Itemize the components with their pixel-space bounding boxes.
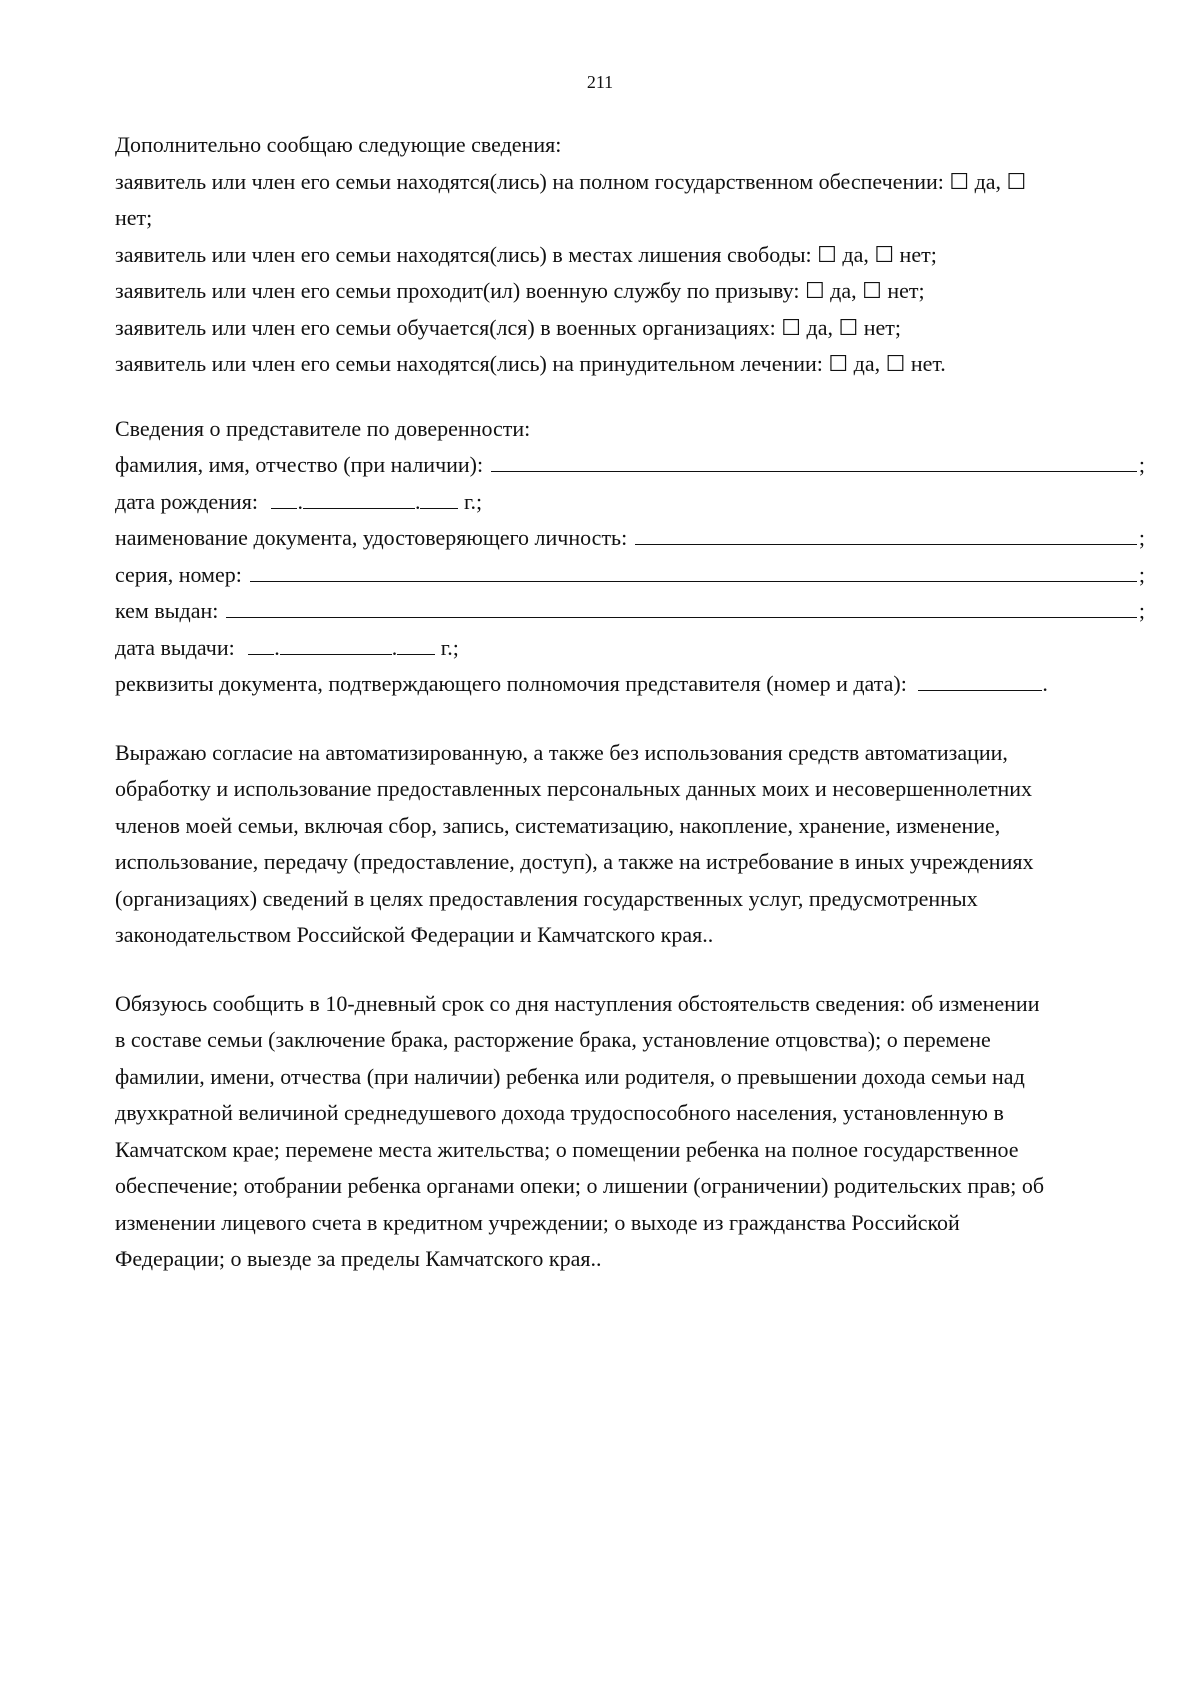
authority-document-field[interactable] bbox=[918, 668, 1042, 691]
consent-line: использование, передачу (предоставление, доступ), а также на истребование в иных учреждениях bbox=[115, 849, 1034, 874]
issue-date-suffix: г.; bbox=[440, 634, 459, 660]
identity-document-field[interactable] bbox=[635, 522, 1137, 545]
additional-info-line: нет; bbox=[115, 205, 153, 230]
section-spacer bbox=[115, 954, 1145, 986]
additional-info-line: заявитель или член его семьи находятся(лись) в местах лишения свободы: ☐ да, ☐ нет; bbox=[115, 241, 937, 267]
obligation-line: Федерации; о выезде за пределы Камчатского края.. bbox=[115, 1246, 602, 1271]
authority-document-row bbox=[115, 666, 1145, 703]
additional-info-heading: Дополнительно сообщаю следующие сведения: bbox=[115, 132, 562, 157]
additional-info-line: заявитель или член его семьи проходит(ил) военную службу по призыву: ☐ да, ☐ нет; bbox=[115, 278, 925, 303]
obligation-line: в составе семьи (заключение брака, расторжение брака, установление отцовства); о перемене bbox=[115, 1027, 991, 1052]
representative-section bbox=[115, 411, 1145, 703]
obligation-paragraph bbox=[115, 986, 1145, 1278]
issue-date-separator: . bbox=[391, 634, 398, 660]
birth-date-suffix: г.; bbox=[463, 488, 483, 514]
birth-day-field[interactable] bbox=[271, 486, 297, 509]
document-body bbox=[115, 127, 1145, 1278]
birth-month-field[interactable] bbox=[303, 486, 415, 509]
series-number-terminator: ; bbox=[1138, 561, 1145, 587]
section-spacer bbox=[115, 383, 1145, 411]
issued-by-terminator: ; bbox=[1138, 598, 1145, 623]
obligation-line: фамилии, имени, отчества (при наличии) ребенка или родителя, о превышении дохода семьи над bbox=[115, 1063, 1025, 1089]
consent-line: (организациях) сведений в целях предоставления государственных услуг, предусмотренных bbox=[115, 885, 978, 911]
issue-date-row bbox=[115, 630, 1145, 667]
issue-date-label: дата выдачи: bbox=[115, 634, 235, 660]
consent-paragraph bbox=[115, 735, 1145, 954]
consent-line: законодательством Российской Федерации и Камчатского края.. bbox=[115, 922, 714, 947]
authority-document-terminator: . bbox=[1042, 671, 1048, 696]
additional-info-line: заявитель или член его семьи обучается(лся) в военных организациях: ☐ да, ☐ нет; bbox=[115, 314, 901, 340]
birth-date-separator: . bbox=[297, 488, 303, 514]
additional-info-section bbox=[115, 127, 1145, 383]
issue-day-field[interactable] bbox=[248, 632, 274, 655]
obligation-line: Обязуюсь сообщить в 10-дневный срок со дня наступления обстоятельств сведения: об изменении bbox=[115, 990, 1040, 1016]
birth-date-row bbox=[115, 484, 1145, 521]
identity-document-terminator: ; bbox=[1138, 525, 1145, 550]
page-number: 211 bbox=[586, 72, 614, 92]
issue-date-separator: . bbox=[274, 634, 280, 660]
series-number-field[interactable] bbox=[250, 559, 1137, 582]
representative-heading: Сведения о представителе по доверенности: bbox=[115, 415, 531, 441]
fio-terminator: ; bbox=[1138, 452, 1145, 477]
obligation-line: изменении лицевого счета в кредитном учреждении; о выходе из гражданства Российской bbox=[115, 1209, 960, 1235]
obligation-line: двухкратной величиной среднедушевого дохода трудоспособного населения, установленную в bbox=[115, 1100, 1004, 1125]
issue-year-field[interactable] bbox=[397, 632, 435, 655]
consent-line: членов моей семьи, включая сбор, запись, систематизацию, накопление, хранение, изменение, bbox=[115, 812, 1001, 838]
series-number-row bbox=[115, 557, 1145, 594]
obligation-line: Камчатском крае; перемене места жительства; о помещении ребенка на полное государственное bbox=[115, 1136, 1019, 1162]
birth-date-separator: . bbox=[414, 488, 421, 514]
identity-document-label: наименование документа, удостоверяющего личность: bbox=[115, 525, 628, 550]
authority-document-label: реквизиты документа, подтверждающего полномочия представителя (номер и дата): bbox=[115, 671, 907, 696]
issued-by-label: кем выдан: bbox=[115, 598, 219, 623]
identity-document-row bbox=[115, 520, 1145, 557]
issue-month-field[interactable] bbox=[280, 632, 392, 655]
birth-year-field[interactable] bbox=[420, 486, 458, 509]
additional-info-line: заявитель или член его семьи находятся(лись) на принудительном лечении: ☐ да, ☐ нет. bbox=[115, 351, 946, 376]
additional-info-line: заявитель или член его семьи находятся(лись) на полном государственном обеспечении: ☐ да, ☐ bbox=[115, 168, 1027, 194]
fio-field[interactable] bbox=[491, 449, 1137, 472]
consent-line: Выражаю согласие на автоматизированную, а также без использования средств автоматизации, bbox=[115, 739, 1008, 765]
issued-by-field[interactable] bbox=[226, 595, 1137, 618]
issued-by-row bbox=[115, 593, 1145, 630]
section-spacer bbox=[115, 703, 1145, 735]
obligation-line: обеспечение; отобрании ребенка органами опеки; о лишении (ограничении) родительских прав; об bbox=[115, 1173, 1045, 1198]
fio-label: фамилия, имя, отчество (при наличии): bbox=[115, 452, 484, 477]
fio-row bbox=[115, 447, 1145, 484]
birth-date-label: дата рождения: bbox=[115, 488, 258, 514]
series-number-label: серия, номер: bbox=[115, 561, 242, 587]
consent-line: обработку и использование предоставленных персональных данных моих и несовершеннолетних bbox=[115, 776, 1033, 801]
